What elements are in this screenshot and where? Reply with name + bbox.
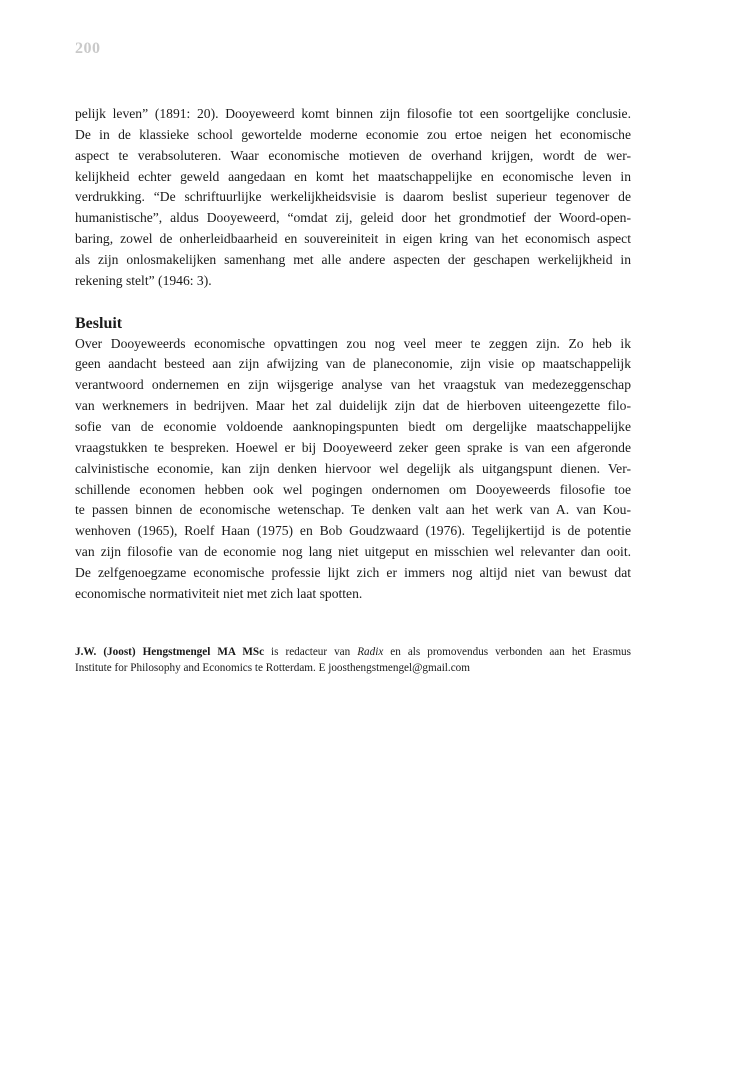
article-body [75,104,631,605]
bio-line [75,644,631,660]
text-line: calvinistische economie, kan zijn denken hiervoor wel degelijk als uitgangspunt dienen. Ver- [75,460,631,476]
text-line: kelijkheid echter geweld aangedaan en komt het maatschappelijke en economische leven in [75,168,631,184]
text-line: De in de klassieke school gewortelde moderne economie zou ertoe neigen het economische [75,126,631,142]
paragraph-1 [75,104,631,292]
text-line: schillende economen hebben ook wel pogingen ondernomen om Dooyeweerds filosofie toe [75,481,631,497]
author-name: J.W. (Joost) Hengstmengel MA MSc [75,646,265,658]
text-line: humanistische”, aldus Dooyeweerd, “omdat zij, geleid door het grondmotief der Woord-open- [75,210,631,226]
text-line: van zijn filosofie van de economie nog lang niet uitgeput en misschien wel relevanter dan ooit. [75,544,631,560]
bio-text: en als promovendus verbonden aan het Erasmus [383,646,631,658]
journal-name: Radix [357,646,384,658]
text-line: verantwoord ondernemen en zijn wijsgerige analyse van het vraagstuk van medezeggenschap [75,377,631,393]
text-line: De zelfgenoegzame economische professie lijkt zich er immers nog altijd niet van bewust dat [75,564,631,580]
text-line: aspect te verabsoluteren. Waar economische motieven de overhand krijgen, wordt de wer- [75,147,631,163]
paragraph-2 [75,334,631,605]
text-line: wenhoven (1965), Roelf Haan (1975) en Bob Goudzwaard (1976). Tegelijkertijd is de potentie [75,523,631,539]
text-line: vraagstukken te bespreken. Hoewel er bij Dooyeweerd zeker geen sprake is van een afgeronde [75,439,631,455]
text-line: sofie van de economie voldoende aanknopingspunten biedt om dergelijke maatschappelijke [75,418,631,434]
text-line: te passen binnen de economische wetenschap. Te denken valt aan het werk van A. van Kou- [75,502,631,518]
text-line: als zijn onlosmakelijken samenhang met alle andere aspecten der geschapen werkelijkheid in [75,251,631,267]
section-heading: Besluit [75,314,123,332]
author-bio [75,644,631,676]
text-line: rekening stelt” (1946: 3). [75,272,212,288]
text-line: pelijk leven” (1891: 20). Dooyeweerd komt binnen zijn filosofie tot een soortgelijke conclusie. [75,106,631,121]
bio-line: Institute for Philosophy and Economics te Rotterdam. E joosthengstmengel@gmail.com [75,662,470,674]
bio-text: is redacteur van [264,646,358,658]
text-line: geen aandacht besteed aan zijn afwijzing van de planeconomie, zijn visie op maatschappelijk [75,356,631,372]
text-line: economische normativiteit niet met zich laat spotten. [75,585,363,601]
text-line: verdrukking. “De schriftuurlijke werkelijkheidsvisie is daarom beslist superieur tegenover de [75,189,631,205]
text-line: Over Dooyeweerds economische opvattingen zou nog veel meer te zeggen zijn. Zo heb ik [75,335,631,351]
page-number: 200 [75,40,101,57]
text-line: baring, zowel de onherleidbaarheid en souvereiniteit in eigen kring van het economisch aspect [75,231,631,247]
text-line: van werknemers in bedrijven. Maar het zal duidelijk zijn dat de hierboven uiteengezette filo- [75,398,631,414]
